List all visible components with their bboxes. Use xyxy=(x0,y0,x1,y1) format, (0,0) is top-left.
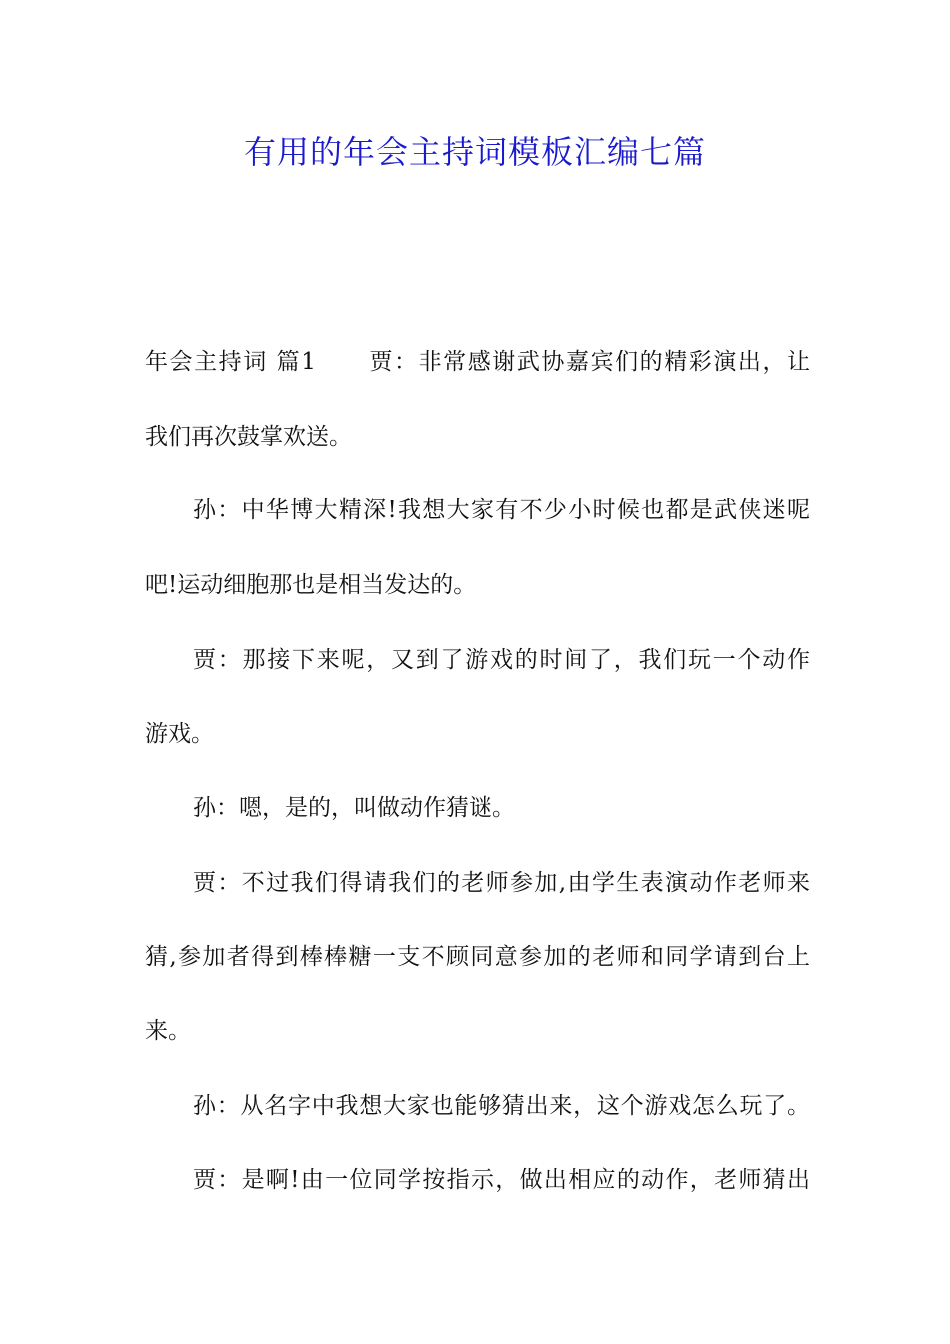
paragraph-line: 我们再次鼓掌欢送。 xyxy=(145,424,352,450)
paragraph-line: 游戏。 xyxy=(145,721,214,747)
paragraph-line: 贾：是啊!由一位同学按指示，做出相应的动作，老师猜出 xyxy=(193,1167,810,1193)
document-title: 有用的年会主持词模板汇编七篇 xyxy=(243,133,706,171)
paragraph-line: 吧!运动细胞那也是相当发达的。 xyxy=(145,572,477,598)
paragraph-line: 贾：不过我们得请我们的老师参加,由学生表演动作老师来 xyxy=(193,870,810,896)
paragraph-line: 孙：从名字中我想大家也能够猜出来，这个游戏怎么玩了。 xyxy=(193,1093,810,1119)
paragraph-line: 孙：中华博大精深!我想大家有不少小时候也都是武侠迷呢 xyxy=(193,497,810,523)
paragraph-line: 猜,参加者得到棒棒糖一支不顾同意参加的老师和同学请到台上 xyxy=(145,944,810,970)
paragraph-line: 孙：嗯，是的，叫做动作猜谜。 xyxy=(193,795,515,821)
paragraph-line: 来。 xyxy=(145,1018,191,1044)
line-text: 贾：非常感谢武协嘉宾们的精彩演出，让 xyxy=(367,349,810,375)
section-label: 年会主持词 篇1 xyxy=(145,349,316,375)
paragraph-line xyxy=(145,346,810,378)
paragraph-line: 贾：那接下来呢，又到了游戏的时间了，我们玩一个动作 xyxy=(193,647,810,673)
